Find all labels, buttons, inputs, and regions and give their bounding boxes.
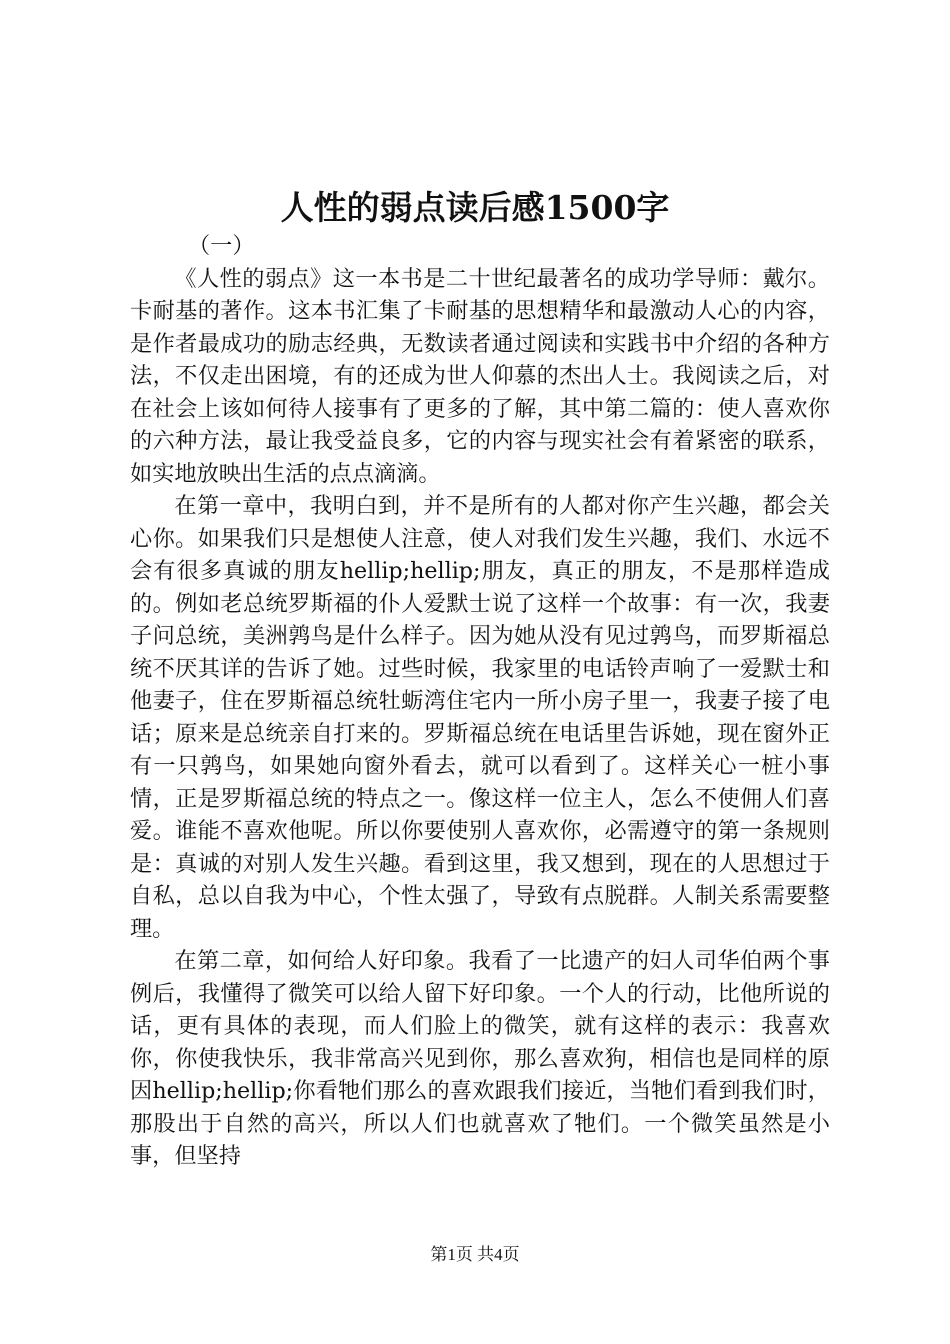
paragraph-intro: 《人性的弱点》这一本书是二十世纪最著名的成功学导师：戴尔。卡耐基的著作。这本书汇集了卡耐基的思想精华和最激动人心的内容，是作者最成功的励志经典，无数读者通过阅读和实践书中介绍的各种方法，不仅走出困境，有的还成为世人仰慕的杰出人士。我阅读之后，对在社会上该如何待人接事有了更多的了解，其中第二篇的：使人喜欢你的六种方法，最让我受益良多，它的内容与现实社会有着紧密的联系，如实地放映出生活的点点滴滴。 <box>130 265 830 487</box>
section-marker: （一） <box>188 233 255 259</box>
page-footer: 第1页 共4页 <box>430 1245 520 1264</box>
paragraph-chapter-two: 在第二章，如何给人好印象。我看了一比遗产的妇人司华伯两个事例后，我懂得了微笑可以给人留下好印象。一个人的行动，比他所说的话，更有具体的表现，而人们脸上的微笑，就有这样的表示：我喜欢你，你使我快乐，我非常高兴见到你，那么喜欢狗，相信也是同样的原因hellip;hellip;你看牠们那么的喜欢跟我们接近，当牠们看到我们时，那股出于自然的高兴，所以人们也就喜欢了牠们。一个微笑虽然是小事，但坚持 <box>130 948 830 1169</box>
page-title: 人性的弱点读后感1500字 <box>280 188 670 227</box>
article-body <box>130 230 830 1173</box>
paragraph-chapter-one: 在第一章中，我明白到，并不是所有的人都对你产生兴趣，都会关心你。如果我们只是想使人注意，使人对我们发生兴趣，我们、水远不会有很多真诚的朋友hellip;hellip;朋友，真正的朋友，不是那样造成的。例如老总统罗斯福的仆人爱默士说了这样一个故事：有一次，我妻子问总统，美洲鹑鸟是什么样子。因为她从没有见过鹑鸟，而罗斯福总统不厌其详的告诉了她。过些时候，我家里的电话铃声响了一爱默士和他妻子，住在罗斯福总统牡蛎湾住宅内一所小房子里一，我妻子接了电话；原来是总统亲自打来的。罗斯福总统在电话里告诉她，现在窗外正有一只鹑鸟，如果她向窗外看去，就可以看到了。这样关心一桩小事情，正是罗斯福总统的特点之一。像这样一位主人，怎么不使佣人们喜爱。谁能不喜欢他呢。所以你要使别人喜欢你，必需遵守的第一条规则是：真诚的对别人发生兴趣。看到这里，我又想到，现在的人思想过于自私，总以自我为中心，个性太强了，导致有点脱群。人制关系需要整理。 <box>130 493 830 942</box>
